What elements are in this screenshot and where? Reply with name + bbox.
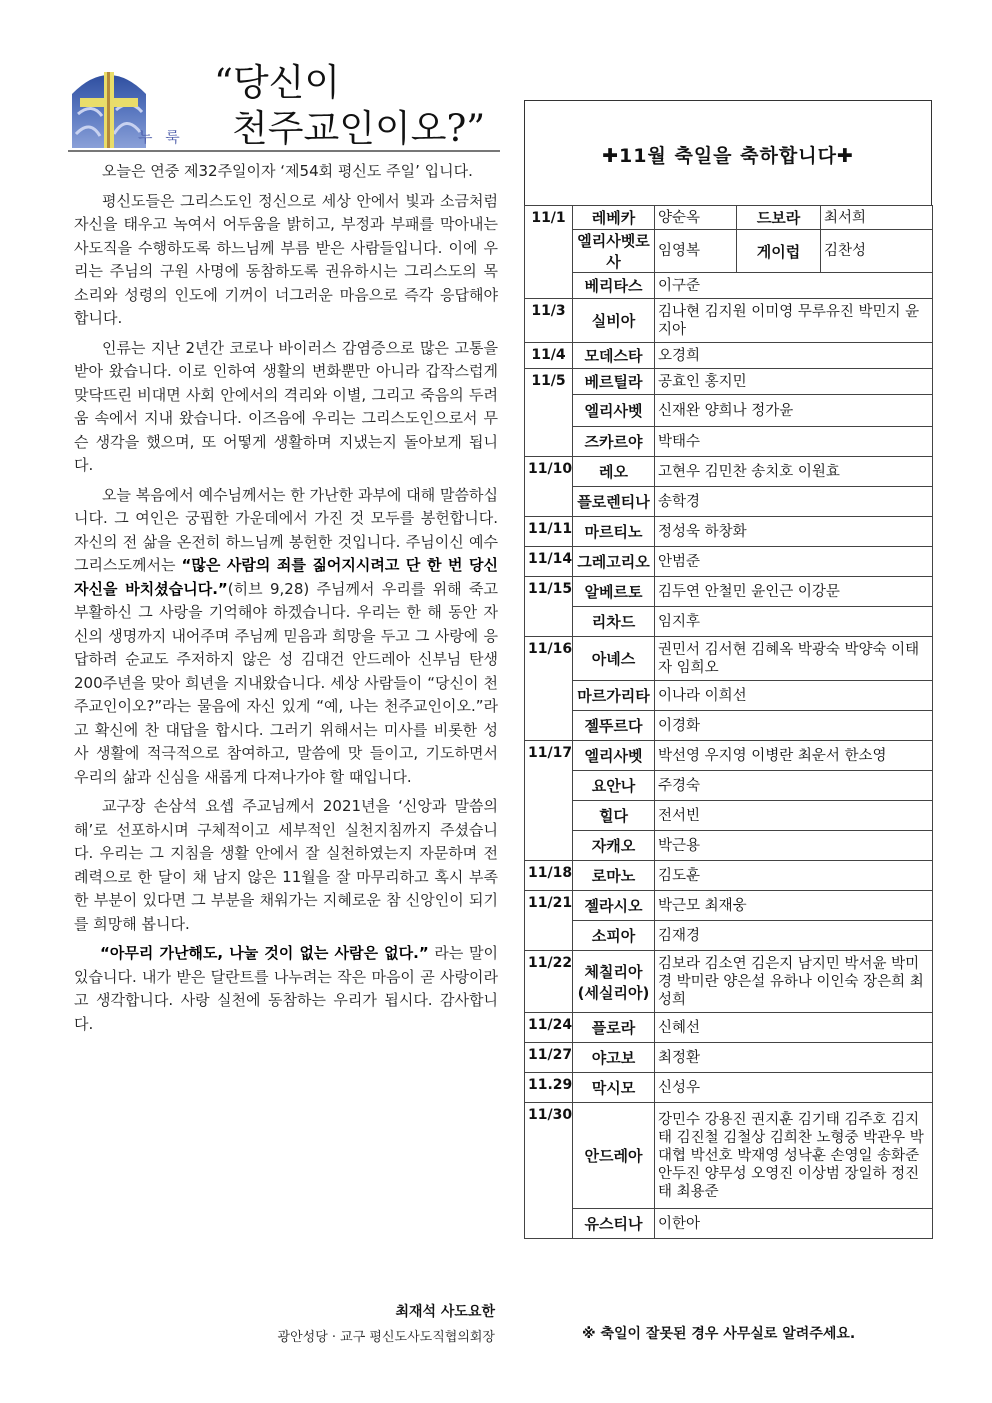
feast-row [525, 395, 933, 427]
saint-name: 젤뚜르다 [573, 711, 655, 741]
saint-name: 베리타스 [573, 273, 655, 299]
saint-name: 실비아 [573, 299, 655, 343]
celebrant-names: 이나라 이희선 [655, 681, 933, 711]
saint-name: 게이럽 [737, 230, 821, 273]
celebrant-names: 최서희 [821, 206, 933, 230]
feast-row [525, 951, 933, 1013]
celebrant-names: 전서빈 [655, 801, 933, 831]
celebrant-names: 이경화 [655, 711, 933, 741]
saint-name: 자캐오 [573, 831, 655, 861]
celebrant-names: 임지후 [655, 607, 933, 637]
feast-row [525, 1013, 933, 1043]
title-line-1: “당신이 [214, 61, 341, 104]
closing-quote: “아무리 가난해도, 나눌 것이 없는 사람은 없다.” [100, 944, 429, 962]
feast-day-table [524, 205, 933, 1239]
feast-date: 11/10 [525, 457, 573, 517]
saint-name: 베르틸라 [573, 369, 655, 395]
feast-row [525, 206, 933, 230]
article-paragraph-2: 평신도들은 그리스도인 정신으로 세상 안에서 빛과 소금처럼 자신을 태우고 녹여서 어두움을 밝히고, 부정과 부패를 막아내는 사도직을 수행하도록 하느님께 부름 받은 사람들입니다. 이에 우리는 주님의 구원 사명에 동참하도록 권유하시는 그리스도의 목소리와 성령의 인도에 기꺼이 너그러운 마음으로 즉각 응답해야 합니다. [74, 191, 498, 327]
celebrant-names: 박근용 [655, 831, 933, 861]
celebrant-names: 박태수 [655, 427, 933, 457]
feast-row [525, 711, 933, 741]
celebrant-names: 신재완 양희나 정가윤 [655, 395, 933, 427]
celebrant-names: 이구준 [655, 273, 933, 299]
feast-row [525, 801, 933, 831]
page-title [214, 60, 485, 152]
celebrant-names: 김도훈 [655, 861, 933, 891]
feast-row [525, 547, 933, 577]
celebrant-names: 김나현 김지원 이미영 무루유진 박민지 윤지아 [655, 299, 933, 343]
article-body [74, 160, 498, 1042]
feast-row [525, 741, 933, 771]
logo-label: 누 룩 [138, 128, 184, 146]
article-paragraph-5: 교구장 손삼석 요셉 주교님께서 2021년을 ‘신앙과 말씀의 해’로 선포하시며 구체적이고 세부적인 실천지침까지 주셨습니다. 우리는 그 지침을 생활 안에서 잘 실천하였는지 자문하며 전례력으로 한 달이 채 남지 않은 11월을 잘 마무리하고 혹시 부족한 부분이 있다면 그 부분을 채워가는 지혜로운 참 신앙인이 되기를 희망해 봅니다. [74, 797, 498, 933]
saint-name: 요안나 [573, 771, 655, 801]
celebrant-names: 양순옥 [655, 206, 737, 230]
feast-date: 11/1 [525, 206, 573, 299]
feast-date: 11/17 [525, 741, 573, 861]
celebrant-names: 권민서 김서현 김혜옥 박광숙 박양숙 이태자 임희오 [655, 637, 933, 681]
saint-name: 로마노 [573, 861, 655, 891]
feast-row [525, 343, 933, 369]
saint-name: 마르티노 [573, 517, 655, 547]
feast-row [525, 517, 933, 547]
feast-date: 11/4 [525, 343, 573, 369]
celebrant-names: 최정환 [655, 1043, 933, 1073]
saint-name: 리차드 [573, 607, 655, 637]
saint-name: 유스티나 [573, 1209, 655, 1239]
feast-date: 11/16 [525, 637, 573, 741]
feast-date: 11/11 [525, 517, 573, 547]
feast-title-box [524, 100, 932, 205]
feast-row [525, 457, 933, 487]
celebrant-names: 공효인 홍지민 [655, 369, 933, 395]
celebrant-names: 강민수 강용진 권지훈 김기태 김주호 김지태 김진철 김철상 김희찬 노형중 박관우 박대협 박선호 박재영 성낙훈 손영일 송화준 안두진 양무성 오영진 이상범 장일하 정진태 최용준 [655, 1103, 933, 1209]
saint-name: 플로렌티나 [573, 487, 655, 517]
saint-name: 아녜스 [573, 637, 655, 681]
celebrant-names: 김두연 안철민 윤인근 이강문 [655, 577, 933, 607]
article-paragraph-4 [74, 484, 498, 790]
celebrant-names: 송학경 [655, 487, 933, 517]
celebrant-names: 김보라 김소연 김은지 남지민 박서윤 박미경 박미란 양은설 유하나 이인숙 장은희 최성희 [655, 951, 933, 1013]
celebrant-names: 안범준 [655, 547, 933, 577]
saint-name: 레오 [573, 457, 655, 487]
celebrant-names: 주경숙 [655, 771, 933, 801]
feast-date: 11/27 [525, 1043, 573, 1073]
article-paragraph-1: 오늘은 연중 제32주일이자 ‘제54회 평신도 주일’ 입니다. [102, 162, 473, 180]
saint-name: 체칠리아 (세실리아) [573, 951, 655, 1013]
feast-row [525, 637, 933, 681]
saint-name: 엘리사벳 [573, 395, 655, 427]
saint-name: 젤라시오 [573, 891, 655, 921]
correction-note: ※ 축일이 잘못된 경우 사무실로 알려주세요. [582, 1326, 856, 1342]
saint-name: 마르가리타 [573, 681, 655, 711]
saint-name: 그레고리오 [573, 547, 655, 577]
celebrant-names: 정성욱 하창화 [655, 517, 933, 547]
saint-name: 안드레아 [573, 1103, 655, 1209]
feast-row [525, 681, 933, 711]
feast-row [525, 273, 933, 299]
saint-name: 야고보 [573, 1043, 655, 1073]
feast-date: 11/18 [525, 861, 573, 891]
author-affiliation: 광안성당 · 교구 평신도사도직협의회장 [277, 1330, 495, 1345]
feast-row [525, 577, 933, 607]
feast-row [525, 1043, 933, 1073]
feast-row [525, 1103, 933, 1209]
feast-row [525, 487, 933, 517]
feast-row [525, 1209, 933, 1239]
celebrant-names: 이한아 [655, 1209, 933, 1239]
feast-row [525, 891, 933, 921]
celebrant-names: 신성우 [655, 1073, 933, 1103]
saint-name: 플로라 [573, 1013, 655, 1043]
article-paragraph-3: 인류는 지난 2년간 코로나 바이러스 감염증으로 많은 고통을 받아 왔습니다. 이로 인하여 생활의 변화뿐만 아니라 갑작스럽게 맞닥뜨린 비대면 사회 안에서의 격리와 이별, 그리고 죽음의 두려움 속에서 지내 왔습니다. 이즈음에 우리는 그리스도인으로서 무슨 생각을 했으며, 또 어떻게 생활하며 지냈는지 돌아보게 됩니다. [74, 338, 498, 474]
saint-name: 힐다 [573, 801, 655, 831]
title-divider [68, 150, 500, 152]
feast-date: 11/5 [525, 369, 573, 457]
saint-name: 막시모 [573, 1073, 655, 1103]
paragraph-6-end: 라는 말이 있습니다. 내가 받은 달란트를 나누려는 작은 마음이 곧 사랑이라고 생각합니다. 사랑 실천에 동참하는 우리가 됩시다. 감사합니다. [74, 944, 498, 1033]
feast-title: ✚11월 축일을 축하합니다✚ [602, 145, 854, 167]
feast-date: 11/22 [525, 951, 573, 1013]
saint-name: 즈카르야 [573, 427, 655, 457]
feast-row [525, 369, 933, 395]
saint-name: 모데스타 [573, 343, 655, 369]
feast-row [525, 831, 933, 861]
saint-name: 알베르토 [573, 577, 655, 607]
celebrant-names: 임영복 [655, 230, 737, 273]
celebrant-names: 김찬성 [821, 230, 933, 273]
feast-date: 11/3 [525, 299, 573, 343]
feast-row [525, 1073, 933, 1103]
paragraph-4-end: (히브 9,28) 주님께서 우리를 위해 죽고 부활하신 그 사랑을 기억해야 하겠습니다. 우리는 한 해 동안 자신의 생명까지 내어주며 주님께 믿음과 희망을 두고 그 사랑에 응답하려 순교도 주저하지 않은 성 김대건 안드레아 신부님 탄생 200주년을 맞아 희년을 지내왔습니다. 세상 사람들이 “당신이 천주교인이오?”라는 물음에 자신 있게 “예, 나는 천주교인이오.”라고 확신에 찬 대답을 합시다. 그러기 위해서는 미사를 비롯한 성사 생활에 적극적으로 참여하고, 말씀에 맛 들이고, 기도하면서 우리의 삶과 신심을 새롭게 다져나가야 할 때입니다. [74, 579, 498, 786]
celebrant-names: 오경희 [655, 343, 933, 369]
feast-row [525, 427, 933, 457]
paragraph-4-start: 오늘 복음에서 예수님께서는 한 가난한 과부에 대해 말씀하십니다. 그 여인은 궁핍한 가운데에서 가진 것 모두를 봉헌합니다. 자신의 전 삶을 온전히 하느님께 봉헌한 것입니다. 주님이신 예수 그리스도께서는 [74, 485, 498, 574]
feast-row [525, 299, 933, 343]
celebrant-names: 신혜선 [655, 1013, 933, 1043]
feast-row [525, 607, 933, 637]
feast-row [525, 921, 933, 951]
feast-date: 11/21 [525, 891, 573, 951]
saint-name: 엘리사벳 [573, 741, 655, 771]
celebrant-names: 김재경 [655, 921, 933, 951]
nurok-logo [70, 64, 148, 148]
article-paragraph-6 [74, 942, 498, 1036]
feast-date: 11/30 [525, 1103, 573, 1239]
feast-date: 11/15 [525, 577, 573, 637]
feast-date: 11.29 [525, 1073, 573, 1103]
feast-row [525, 861, 933, 891]
feast-row [525, 230, 933, 273]
feast-date: 11/14 [525, 547, 573, 577]
saint-name: 소피아 [573, 921, 655, 951]
author-name: 최재석 사도요한 [395, 1304, 495, 1320]
title-line-2: 천주교인이오?” [232, 107, 486, 150]
celebrant-names: 박선영 우지영 이병란 최운서 한소영 [655, 741, 933, 771]
celebrant-names: 고현우 김민찬 송치호 이원효 [655, 457, 933, 487]
feast-row [525, 771, 933, 801]
saint-name: 레베카 [573, 206, 655, 230]
saint-name: 드보라 [737, 206, 821, 230]
scripture-quote: “많은 사람의 죄를 짊어지시려고 단 한 번 당신 자신을 바치셨습니다.” [74, 556, 498, 598]
feast-date: 11/24 [525, 1013, 573, 1043]
celebrant-names: 박근모 최재웅 [655, 891, 933, 921]
saint-name: 엘리사벳로사 [573, 230, 655, 273]
